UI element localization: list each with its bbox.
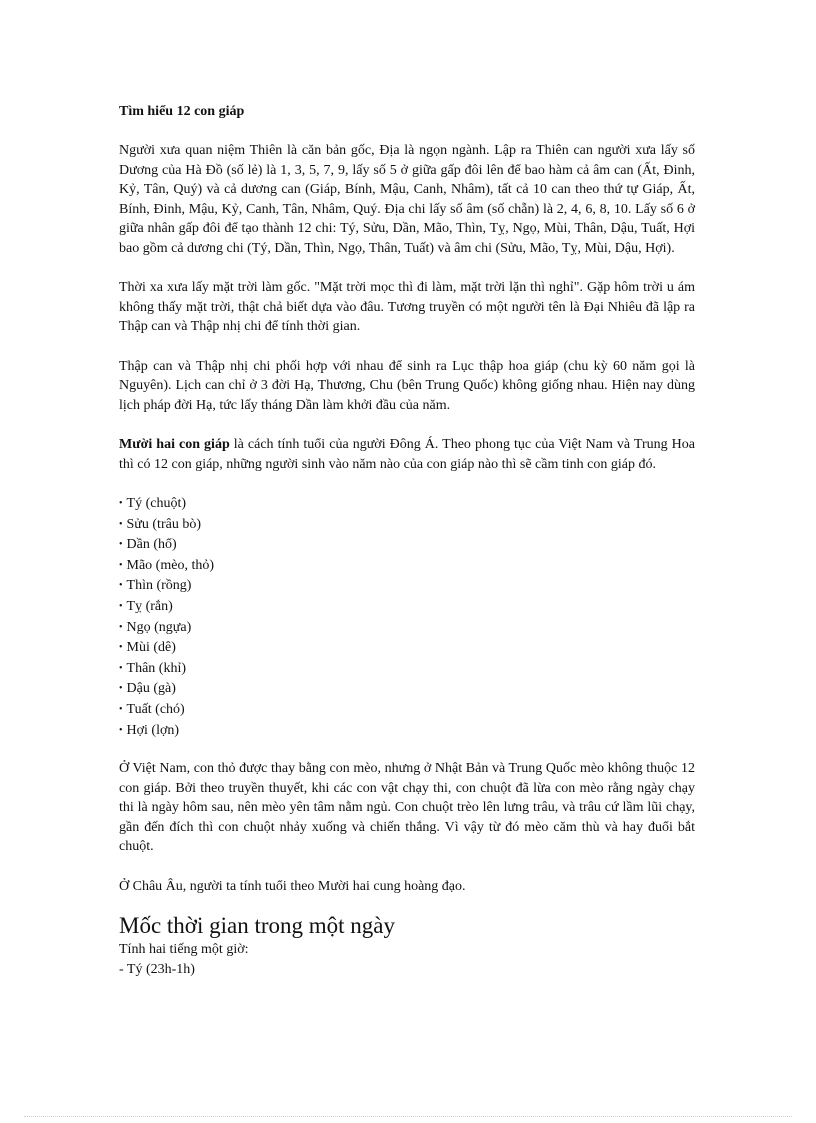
paragraph-intro: [119, 435, 695, 474]
bullet-icon: •: [119, 642, 123, 654]
list-item: • Mão (mèo, thỏ): [119, 557, 214, 573]
hour-item: - Tý (23h-1h): [119, 961, 195, 977]
paragraph-thien-can: Người xưa quan niệm Thiên là căn bản gốc, Địa là ngọn ngành. Lập ra Thiên can người xưa lấy số Dương của Hà Đồ (số lẻ) là 1, 3, 5, 7, 9, lấy số 5 ở giữa gấp đôi lên để bao hàm cả âm can (Ất, Đinh, Kỷ, Tân, Quý) và cả dương can (Giáp, Bính, Mậu, Canh, Nhâm), tất cả 10 can theo thứ tự Giáp, Ất, Bính, Đinh, Mậu, Kỷ, Canh, Tân, Nhâm, Quý. Địa chi lấy số âm (số chẵn) là 2, 4, 6, 8, 10. Lấy số 6 ở giữa nhân gấp đôi để tạo thành 12 chi: Tý, Sửu, Dần, Mão, Thìn, Tỵ, Ngọ, Mùi, Thân, Dậu, Tuất, Hợi bao gồm cả dương chi (Tý, Dần, Thìn, Ngọ, Thân, Tuất) và âm chi (Sửu, Mão, Tỵ, Mùi, Dậu, Hợi).: [119, 143, 695, 256]
document-title: Tìm hiểu 12 con giáp: [119, 104, 245, 119]
list-item: • Dần (hổ): [119, 537, 177, 553]
intro-bold-term: Mười hai con giáp: [119, 437, 230, 452]
list-item: • Thân (khỉ): [119, 660, 186, 676]
list-item: • Sửu (trâu bò): [119, 516, 201, 532]
paragraph-story: Ở Việt Nam, con thỏ được thay bằng con mèo, nhưng ở Nhật Bản và Trung Quốc mèo không thuộc 12 con giáp. Bởi theo truyền thuyết, khi các con vật chạy thi, con chuột đã lừa con mèo rằng ngày chạy thi là ngày hôm sau, nên mèo yên tâm nằm ngủ. Con chuột trèo lên lưng trâu, và trâu cứ lầm lũi chạy, gần đến đích thì con chuột nhảy xuống và chiến thắng. Vì vậy từ đó mèo căm thù và hay đuổi bắt chuột.: [119, 761, 695, 855]
bullet-icon: •: [119, 600, 123, 612]
page-bottom-divider: [24, 1116, 792, 1117]
paragraph-mat-troi: Thời xa xưa lấy mặt trời làm gốc. "Mặt trời mọc thì đi làm, mặt trời lặn thì nghỉ". Gặp hôm trời u ám không thấy mặt trời, thật chả biết dựa vào đâu. Tương truyền có một người tên là Đại Nhiêu đã lập ra Thập can và Thập nhị chi để tính thời gian.: [119, 280, 695, 334]
bullet-icon: •: [119, 724, 123, 736]
paragraph-thap-can: Thập can và Thập nhị chi phối hợp với nhau để sinh ra Lục thập hoa giáp (chu kỳ 60 năm gọi là Nguyên). Lịch can chỉ ở 3 đời Hạ, Thương, Chu (bên Trung Quốc) không giống nhau. Hiện nay dùng lịch pháp đời Hạ, tức lấy tháng Dần làm khởi đầu của năm.: [119, 358, 695, 413]
bullet-icon: •: [119, 559, 123, 571]
section-heading: Mốc thời gian trong một ngày: [119, 913, 395, 939]
paragraph-europe: Ở Châu Âu, người ta tính tuổi theo Mười hai cung hoàng đạo.: [119, 878, 466, 894]
list-item: • Tuất (chó): [119, 701, 185, 717]
bullet-icon: •: [119, 518, 123, 530]
list-item: • Tý (chuột): [119, 496, 186, 511]
list-item: • Hợi (lợn): [119, 722, 180, 738]
intro-text: là cách tính tuổi của người Đông Á. Theo phong tục của Việt Nam và Trung Hoa thì có 12 con giáp, những người sinh vào năm nào của con giáp nào thì sẽ cầm tinh con giáp đó.: [119, 437, 696, 472]
document-page: [119, 101, 695, 979]
list-item: • Thìn (rồng): [119, 578, 192, 594]
bullet-icon: •: [119, 662, 123, 674]
bullet-icon: •: [119, 580, 123, 592]
list-item: • Mùi (dê): [119, 640, 176, 656]
bullet-icon: •: [119, 498, 123, 509]
bullet-icon: •: [119, 621, 123, 633]
bullet-icon: •: [119, 683, 123, 695]
list-item: • Tỵ (rắn): [119, 598, 173, 614]
bullet-icon: •: [119, 703, 123, 715]
list-item: • Dậu (gà): [119, 681, 176, 697]
section-intro: Tính hai tiếng một giờ:: [119, 942, 249, 958]
list-item: • Ngọ (ngựa): [119, 619, 192, 635]
zodiac-list: [119, 494, 695, 741]
bullet-icon: •: [119, 539, 123, 551]
